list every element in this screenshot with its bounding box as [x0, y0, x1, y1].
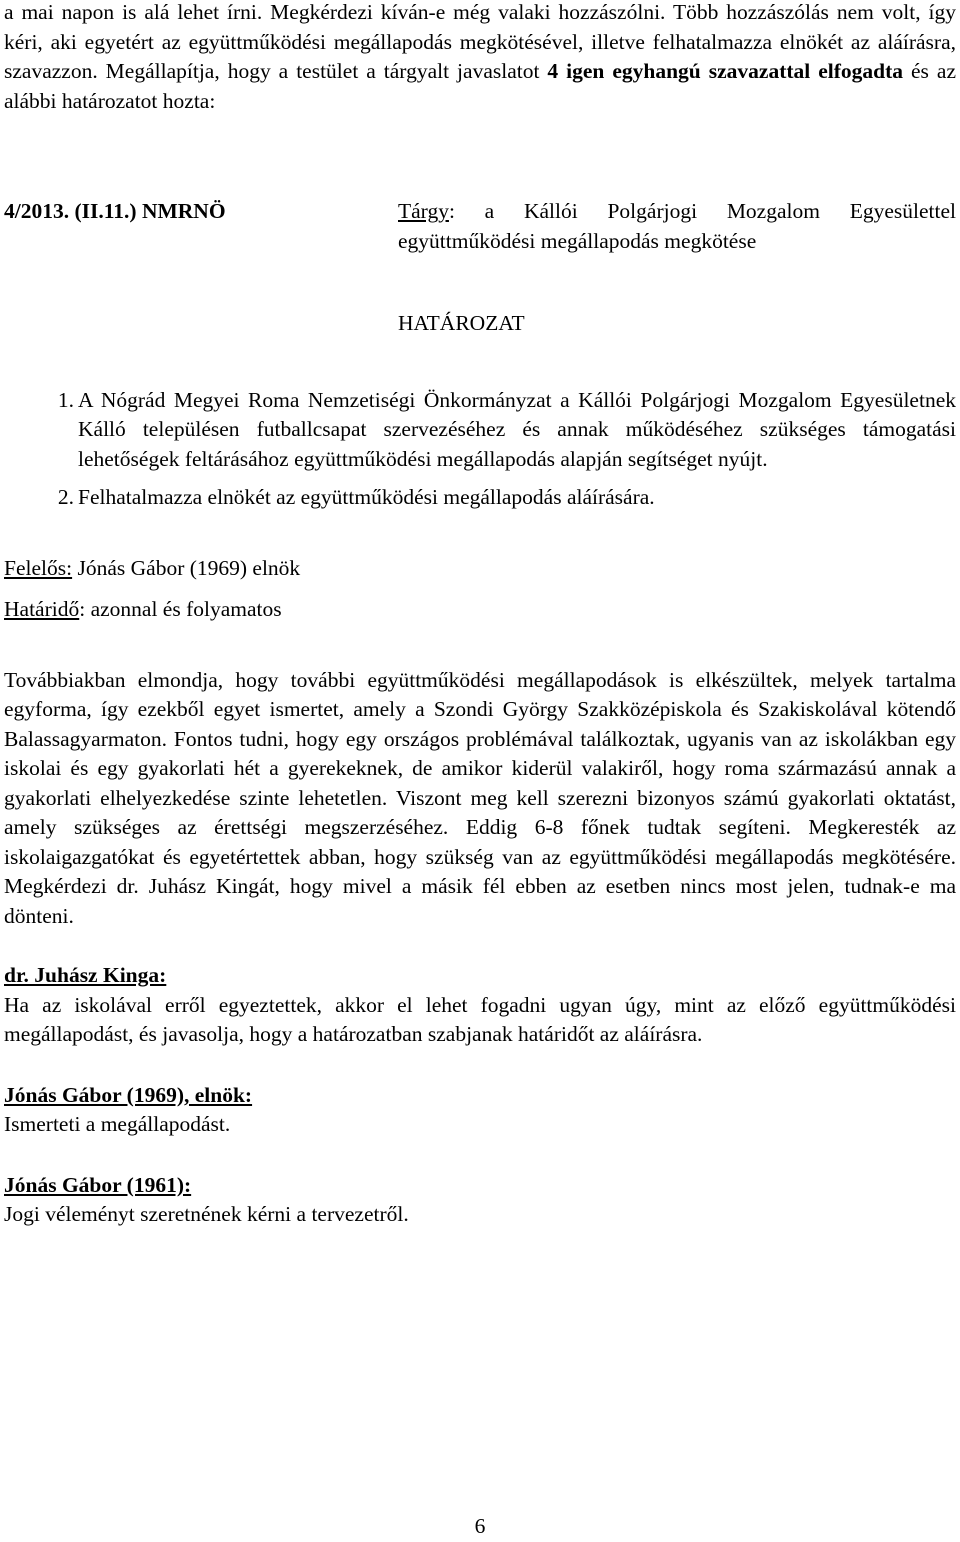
item-number: 2. [57, 485, 74, 509]
intro-paragraph [4, 0, 956, 116]
responsible-value: Jónás Gábor (1969) elnök [72, 555, 301, 580]
subject-text: : a Kállói Polgárjogi Mozgalom Egyesülettel együttműködési megállapodás megkötése [398, 199, 956, 253]
page-number: 6 [474, 1514, 486, 1538]
speaker-name: dr. Juhász Kinga: [4, 963, 167, 987]
speaker-name: Jónás Gábor (1961): [4, 1172, 192, 1197]
speaker-name: Jónás Gábor (1969), elnök: [4, 1082, 253, 1107]
body-paragraph: Továbbiakban elmondja, hogy további együttműködési megállapodások is elkészültek, melyek tartalma egyforma, így ezekből egyet ismertet, amely a Szondi György Szakközépiskola és Szakiskolával kötendő Balassagyarmaton. Fontos tudni, hogy egy országos problémával találkoztak, ugyanis van az iskolákban egy iskolai és egy gyakorlati hét a gyerekeknek, de amikor kiderül valakiről, hogy roma származású annak a gyakorlati elhelyezkedése szinte lehetetlen. Viszont meg kell szerezni bizonyos számú gyakorlati oktatást, amely szükséges az érettségi megszerzéséhez. Eddig 6-8 főnek tudtak segíteni. Megkeresték az iskolaigazgatókat és egyetértettek abban, hogy szükség van az együttműködési megállapodás megkötésére. Megkérdezi dr. Juhász Kingát, hogy mivel a másik fél ebben az esetben nincs most jelen, tudnak-e ma dönteni. [4, 667, 956, 928]
vote-result: 4 igen egyhangú szavazattal elfogadta [547, 59, 904, 83]
speech-3 [4, 1171, 956, 1230]
subject-label: Tárgy [398, 199, 449, 223]
deadline-label: Határidő [4, 597, 80, 621]
deadline-value: : azonnal és folyamatos [79, 597, 282, 621]
speech-text: Ha az iskolával erről egyeztettek, akkor el lehet fogadni ugyan úgy, mint az előző együttműködési megállapodást, és javasolja, hogy a határozatban szabjanak határidőt az aláírásra. [4, 992, 956, 1046]
resolution-item-1 [4, 386, 956, 475]
item-text: Felhatalmazza elnökét az együttműködési megállapodás aláírására. [78, 485, 655, 509]
responsible-line [4, 554, 956, 584]
intro-text-1: a mai napon is alá lehet írni. Megkérdezi kíván-e még valaki hozzászólni. Több hozzászólás nem volt, így kéri, aki egyetért az együttműködési megállapodás megkötésével, illetve felhatalmazza elnökét az aláírásra, szavazzon. Megállapítja, hogy a testület a tárgyalt javaslatot [4, 0, 956, 83]
document-page [4, 0, 956, 1230]
resolution-header [4, 197, 956, 256]
resolution-number: 4/2013. (II.11.) NMRNÖ [4, 199, 226, 223]
resolution-heading: HATÁROZAT [398, 311, 525, 335]
item-text: A Nógrád Megyei Roma Nemzetiségi Önkormányzat a Kállói Polgárjogi Mozgalom Egyesületnek Kálló településen futballcsapat szervezéséhez és annak működéséhez szükséges támogatási lehetőségek feltárásához együttműködési megállapodás alapján segítséget nyújt. [78, 387, 956, 471]
responsible-label: Felelős: [4, 555, 73, 580]
intro-text-2: és az alábbi határozatot hozta: [4, 59, 956, 113]
resolution-item-2 [4, 483, 956, 513]
speech-text: Ismerteti a megállapodást. [4, 1112, 231, 1136]
speech-1 [4, 961, 956, 1050]
speech-2 [4, 1081, 956, 1140]
deadline-line [4, 595, 956, 625]
resolution-subject [398, 197, 956, 256]
speech-text: Jogi véleményt szeretnének kérni a tervezetről. [4, 1202, 409, 1226]
item-number: 1. [57, 387, 74, 412]
